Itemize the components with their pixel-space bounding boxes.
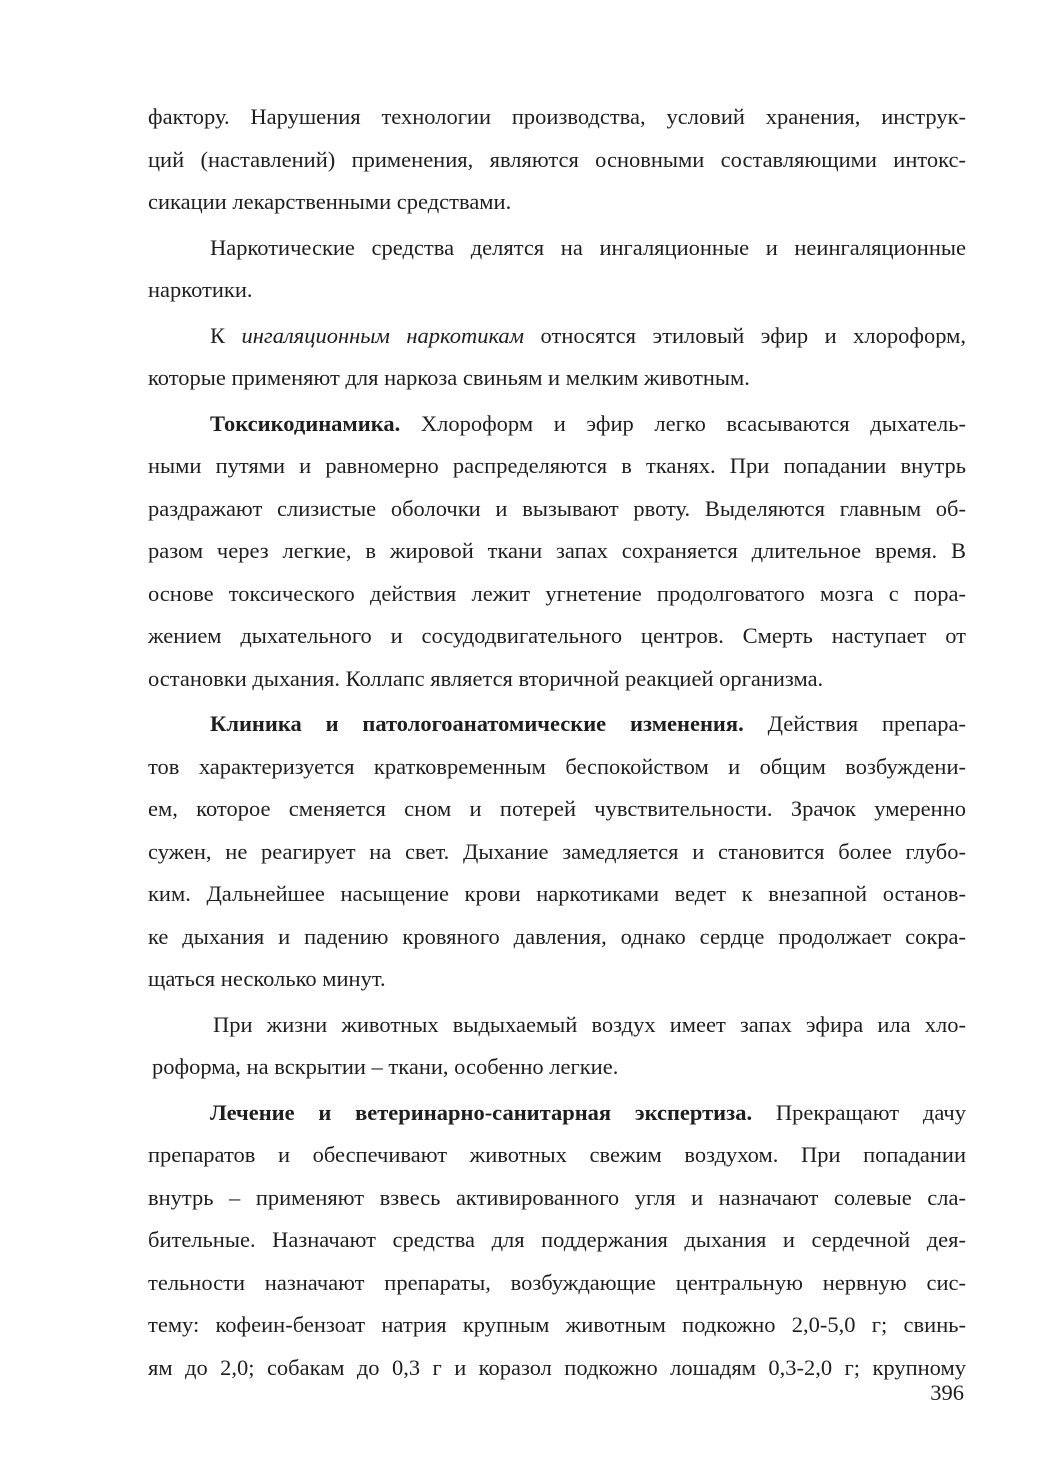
text-line: внутрь – применяют взвесь активированного угля и назначают солевые сла-	[148, 1184, 966, 1210]
text-line: тему: кофеин-бензоат натрия крупным животным подкожно 2,0-5,0 г; свинь-	[148, 1312, 966, 1337]
section-heading: Клиника и патологоанатомические изменения.	[210, 711, 744, 736]
paragraph-narcotics-classification	[148, 227, 966, 312]
text-line: К ингаляционным наркотикам относятся этиловый эфир и хлороформ,	[210, 322, 966, 348]
document-body	[148, 96, 966, 1389]
text-line: ким. Дальнейшее насыщение крови наркотиками ведет к внезапной останов-	[148, 881, 966, 906]
paragraph-clinical-signs	[148, 703, 966, 1001]
section-heading: Лечение и ветеринарно-санитарная экспертиза.	[210, 1099, 753, 1125]
text-line: фактору. Нарушения технологии производства, условий хранения, инструк-	[148, 104, 966, 129]
paragraph-treatment	[148, 1092, 966, 1390]
text-line: ций (наставлений) применения, являются основными составляющими интокс-	[148, 146, 966, 172]
text-line: Токсикодинамика. Хлороформ и эфир легко всасываются дыхатель-	[210, 410, 966, 436]
text-line: Клиника и патологоанатомические изменения. Действия препара-	[210, 711, 966, 736]
text-line: которые применяют для наркоза свиньям и мелким животным.	[148, 365, 750, 390]
italic-term: ингаляционным наркотикам	[241, 322, 525, 348]
text-line: ке дыхания и падению кровяного давления, однако сердце продолжает сокра-	[148, 923, 966, 949]
text-line: тов характеризуется кратковременным беспокойством и общим возбуждени-	[148, 753, 966, 779]
text-line: препаратов и обеспечивают животных свежим воздухом. При попадании	[148, 1142, 966, 1167]
text-line: остановки дыхания. Коллапс является вторичной реакцией организма.	[148, 665, 824, 691]
text-line: ем, которое сменяется сном и потерей чувствительности. Зрачок умеренно	[148, 796, 966, 821]
text-line: сикации лекарственными средствами.	[148, 189, 512, 214]
text-line: сужен, не реагирует на свет. Дыхание замедляется и становится более глубо-	[148, 838, 966, 864]
text-line: бительные. Назначают средства для поддержания дыхания и сердечной дея-	[148, 1227, 966, 1252]
text-line: ными путями и равномерно распределяются в тканях. При попадании внутрь	[148, 453, 966, 478]
page-number: 396	[930, 1380, 964, 1405]
section-heading: Токсикодинамика.	[210, 410, 401, 436]
text-line: Лечение и ветеринарно-санитарная экспертиза. Прекращают дачу	[210, 1099, 966, 1125]
text-line: разом через легкие, в жировой ткани запах сохраняется длительное время. В	[148, 538, 966, 563]
text-line: тельности назначают препараты, возбуждающие центральную нервную сис-	[148, 1269, 966, 1295]
text-line: наркотики.	[148, 277, 253, 302]
text-line: При жизни животных выдыхаемый воздух имеет запах эфира ила хло-	[213, 1011, 966, 1037]
text-line: раздражают слизистые оболочки и вызывают рвоту. Выделяются главным об-	[148, 495, 966, 521]
paragraph-toxicodynamics	[148, 403, 966, 701]
text-line: роформа, на вскрытии – ткани, особенно легкие.	[152, 1054, 619, 1079]
paragraph-exhaled-air	[148, 1004, 966, 1089]
paragraph-inhalation-narcotics	[148, 315, 966, 400]
text-line: ям до 2,0; собакам до 0,3 г и коразол подкожно лошадям 0,3-2,0 г; крупному	[148, 1354, 966, 1380]
text-line: щаться несколько минут.	[148, 966, 386, 991]
text-line: Наркотические средства делятся на ингаляционные и неингаляционные	[210, 234, 966, 260]
paragraph-drug-intoxication-causes	[148, 96, 966, 224]
text-line: жением дыхательного и сосудодвигательного центров. Смерть наступает от	[148, 623, 966, 648]
text-line: основе токсического действия лежит угнетение продолговатого мозга с пора-	[148, 580, 966, 606]
